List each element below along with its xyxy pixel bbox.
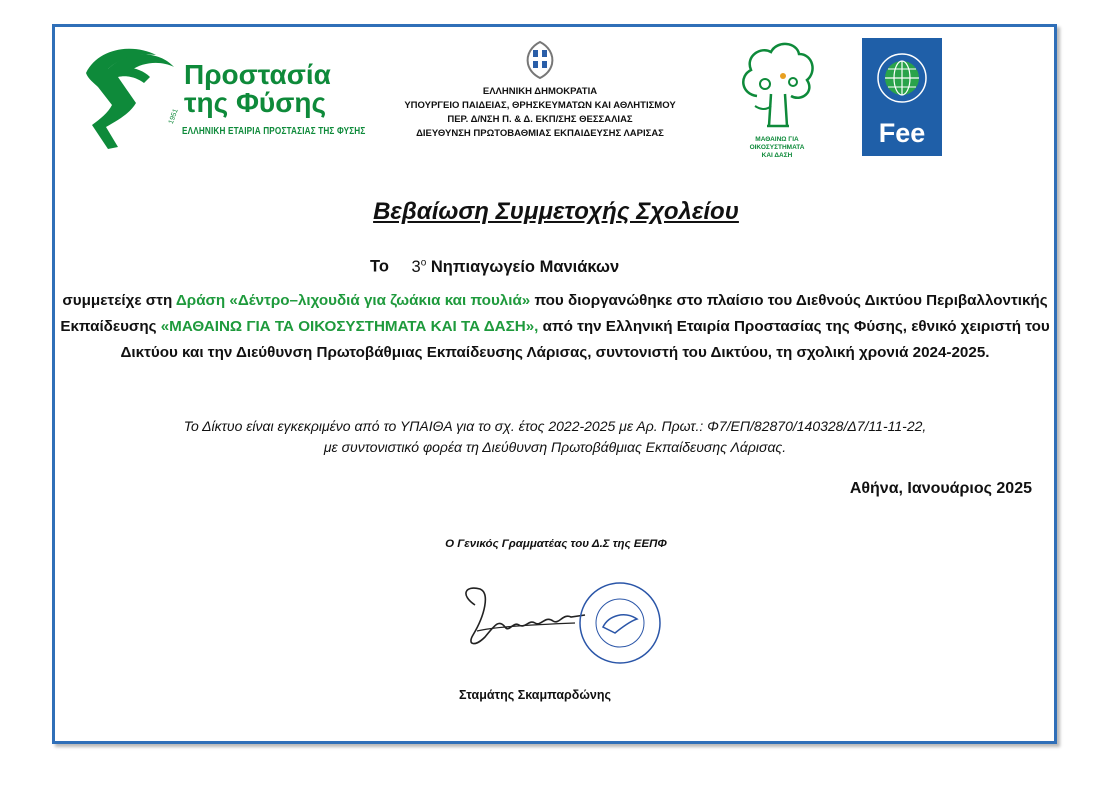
note-line-1: Το Δίκτυο είναι εγκεκριμένο από το ΥΠΑΙΘΑ για το σχ. έτος 2022-2025 με Αρ. Πρωτ.: Φ7/ΕΠ/82870/140328/Δ7/11-11-22,: [183, 418, 927, 434]
to-label: Το: [370, 257, 389, 276]
approval-note: [60, 416, 1050, 458]
certificate-body: [60, 288, 1050, 366]
gov-line-1: ΕΛΛΗΝΙΚΗ ΔΗΜΟΚΡΑΤΙΑ: [482, 86, 598, 97]
signature-icon: [455, 575, 670, 675]
fee-logo: [862, 38, 942, 156]
protasia-logo: [78, 43, 366, 153]
school-name: Νηπιαγωγείο Μανιάκων: [430, 257, 620, 276]
gov-line-3: ΠΕΡ. Δ/ΝΣΗ Π. & Δ. ΕΚΠ/ΣΗΣ ΘΕΣΣΑΛΙΑΣ: [447, 114, 633, 125]
protasia-title-line1: Προστασία: [184, 59, 331, 90]
gov-line-2: ΥΠΟΥΡΓΕΙΟ ΠΑΙΔΕΙΑΣ, ΘΡΗΣΚΕΥΜΑΤΩΝ ΚΑΙ ΑΘΛΗΤΙΣΜΟΥ: [404, 100, 676, 111]
mathaino-caption-1: ΜΑΘΑΙΝΩ ΓΙΑ: [755, 136, 799, 143]
government-header: [360, 40, 720, 141]
gov-line-4: ΔΙΕΥΘΥΝΣΗ ΠΡΩΤΟΒΑΘΜΙΑΣ ΕΚΠΑΙΔΕΥΣΗΣ ΛΑΡΙΣΑΣ: [416, 128, 664, 139]
protasia-title-line2: της Φύσης: [184, 87, 327, 118]
mathaino-caption-3: ΚΑΙ ΔΑΣΗ: [761, 152, 793, 159]
note-line-2: με συντονιστικό φορέα τη Διεύθυνση Πρωτοβάθμιας Εκπαίδευσης Λάρισας.: [323, 439, 787, 455]
signature-stamp-area: [455, 575, 670, 675]
school-suffix: ο: [420, 257, 427, 268]
recipient-line: [370, 257, 619, 277]
fee-wordmark: Fee: [878, 118, 926, 148]
greek-coat-of-arms-icon: [522, 40, 558, 80]
globe-icon: [862, 38, 942, 118]
mathaino-caption-2: ΟΙΚΟΣΥΣΤΗΜΑΤΑ: [749, 144, 805, 151]
mathaino-logo: [727, 36, 827, 159]
body-part-3: από την Ελληνική Εταιρία Προστασίας της Φύσης, εθνικό χειριστή του Δικτύου και την Διεύθυνση Πρωτοβάθμιας Εκπαίδευσης Λάρισας, συντονιστή του Δικτύου, τη σχολική χρονιά 2024-2025.: [120, 318, 1050, 361]
tree-icon: [727, 36, 827, 136]
body-part-2: που διοργανώθηκε στο πλαίσιο του Διεθνούς Δικτύου Περιβαλλοντικής Εκπαίδευσης: [60, 292, 1048, 335]
ibex-icon: [78, 43, 178, 153]
signer-name: Σταμάτης Σκαμπαρδώνης: [459, 688, 611, 702]
secretary-title: Ο Γενικός Γραμματέας του Δ.Σ της ΕΕΠΦ: [445, 538, 667, 550]
issue-date: Αθήνα, Ιανουάριος 2025: [849, 480, 1032, 497]
body-part-1: συμμετείχε στη: [62, 292, 176, 309]
network-name: «ΜΑΘΑΙΝΩ ΓΙΑ ΤΑ ΟΙΚΟΣΥΣΤΗΜΑΤΑ ΚΑΙ ΤΑ ΔΑΣΗ»,: [160, 318, 539, 335]
protasia-subtitle: ΕΛΛΗΝΙΚΗ ΕΤΑΙΡΙΑ ΠΡΟΣΤΑΣΙΑΣ ΤΗΣ ΦΥΣΗΣ: [182, 125, 366, 137]
school-number: 3: [411, 257, 421, 276]
certificate-title: Βεβαίωση Συμμετοχής Σχολείου: [373, 198, 739, 225]
protasia-year: 1951: [167, 107, 180, 126]
action-name: Δράση «Δέντρο–λιχουδιά για ζωάκια και πουλιά»: [175, 292, 531, 309]
